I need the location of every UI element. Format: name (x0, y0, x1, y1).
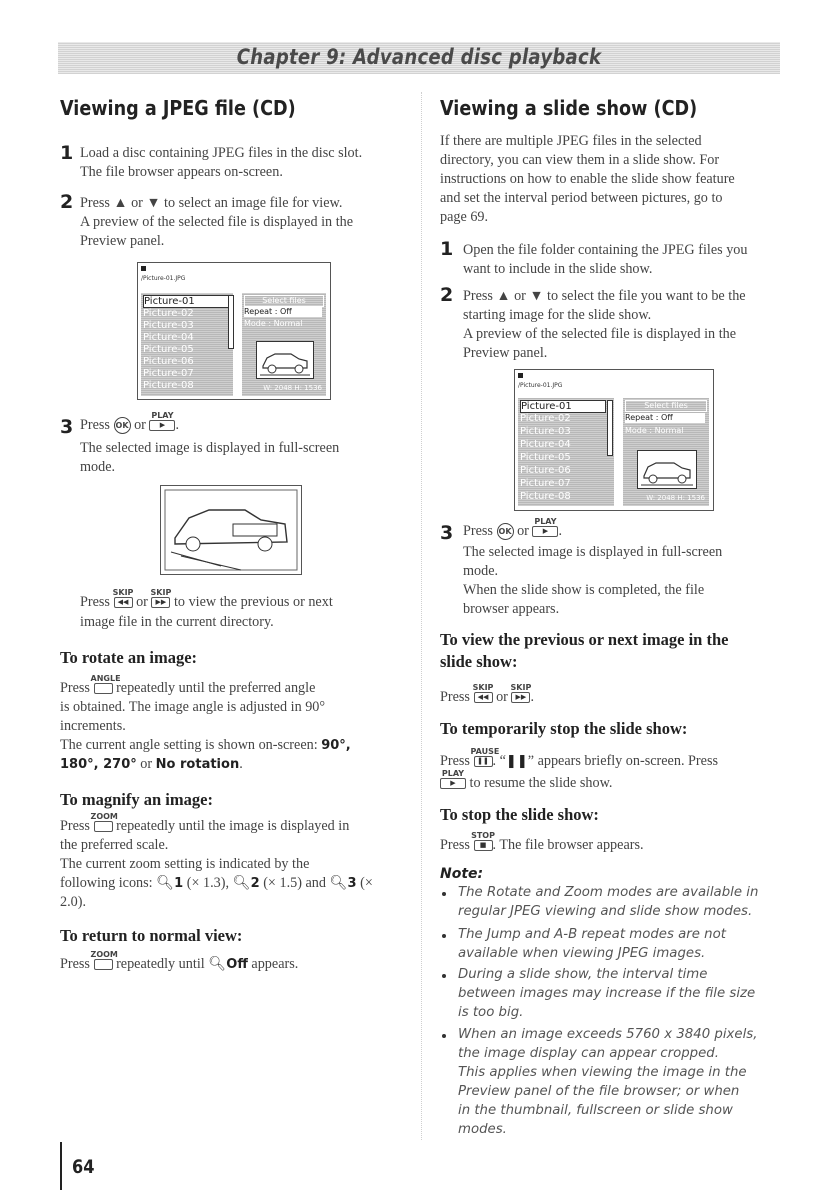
step-text: Preview panel. (463, 345, 548, 361)
zoom-text: (× (360, 875, 373, 891)
step-text: The selected image is displayed in full-screen (463, 544, 723, 560)
step-text: Press ▲ or ▼ to select an image file for view. (80, 195, 343, 211)
angle-label: ANGLE (90, 674, 121, 684)
period-text: . (530, 689, 534, 705)
intro-text: directory, you can view them in a slide show. For (440, 152, 720, 168)
prev-next-line (440, 683, 534, 707)
period-text: . (558, 523, 562, 539)
or-text: or (136, 594, 148, 610)
or-text: or (517, 523, 529, 539)
step-3-press-line (463, 517, 562, 541)
repeat-label: Repeat (244, 307, 273, 316)
repeat-setting[interactable] (625, 413, 705, 423)
skip-line (80, 588, 333, 612)
rotate-text: increments. (60, 718, 126, 734)
file-item[interactable]: Picture-01 (143, 295, 229, 308)
car-icon (257, 342, 313, 378)
left-heading: Viewing a JPEG file (CD) (60, 96, 296, 120)
normal-view-line (60, 950, 299, 974)
ok-button-icon: OK (497, 523, 514, 540)
or-text: or (140, 756, 153, 772)
repeat-label: Repeat (625, 413, 654, 422)
preview-thumbnail (256, 341, 314, 379)
press-text: Press (60, 956, 90, 972)
file-item[interactable]: Picture-05 (520, 452, 571, 463)
step-text: When the slide show is completed, the file (463, 582, 705, 598)
file-item[interactable]: Picture-02 (520, 413, 571, 424)
page-number-rule (60, 1142, 62, 1190)
rotate-text: is obtained. The image angle is adjusted in 90° (60, 699, 326, 715)
mode-label: Mode (625, 426, 647, 435)
prev-next-heading: To view the previous or next image in the (440, 630, 729, 649)
page-number: 64 (72, 1156, 95, 1178)
magnifier-icon: 🔍︎ (329, 875, 348, 891)
step-number: 2 (60, 191, 74, 213)
skip-text: image file in the current directory. (80, 614, 274, 630)
normal-view-heading: To return to normal view: (60, 926, 243, 945)
resume-line (440, 769, 613, 793)
press-text: Press (80, 417, 110, 433)
bullet (442, 892, 446, 896)
note-text: Preview panel of the file browser; or when (458, 1084, 740, 1099)
step-number: 1 (440, 238, 454, 260)
file-browser-screenshot (514, 369, 714, 511)
magnify-heading: To magnify an image: (60, 790, 213, 809)
preview-panel (242, 293, 326, 396)
file-item[interactable]: Picture-08 (520, 491, 571, 502)
or-text: or (134, 417, 146, 433)
magnifier-icon: 🔍︎ (156, 875, 175, 891)
scrollbar[interactable] (228, 295, 234, 349)
zoom-button-icon (90, 950, 118, 970)
step-number: 3 (60, 416, 74, 438)
normal-text: appears. (251, 956, 299, 972)
pause-icon: ❚❚ (505, 754, 528, 769)
bullet (442, 974, 446, 978)
note-text: The Rotate and Zoom modes are available in (458, 885, 759, 900)
step-number: 2 (440, 284, 454, 306)
preview-thumbnail (637, 450, 697, 489)
fullscreen-image (160, 485, 302, 575)
skip-forward-button-icon: SKIP ▶▶ (151, 597, 170, 608)
repeat-value: : Off (655, 413, 673, 422)
stop-icon (518, 373, 523, 378)
angle-value: No rotation (155, 757, 240, 772)
chapter-title: Chapter 9: Advanced disc playback (236, 45, 602, 69)
magnify-text: following icons: (60, 875, 153, 891)
intro-text: instructions on how to enable the slide show feature (440, 171, 735, 187)
period-text: . (175, 417, 179, 433)
or-text: or (496, 689, 508, 705)
magnify-text: repeatedly until the image is displayed in (116, 818, 350, 834)
press-text: Press (60, 818, 90, 834)
file-item[interactable]: Picture-03 (143, 320, 194, 331)
magnify-text: the preferred scale. (60, 837, 169, 853)
stop-text: . The file browser appears. (492, 837, 644, 853)
play-label: PLAY (534, 517, 557, 527)
stop-label: STOP (471, 831, 495, 841)
press-text: Press (440, 753, 470, 769)
zoom-level: 1 (174, 876, 184, 891)
file-item[interactable]: Picture-02 (143, 308, 194, 319)
step-3-press-line (80, 411, 179, 435)
select-files-button[interactable]: Select files (625, 400, 707, 412)
mode-setting[interactable] (244, 319, 322, 329)
car-icon (638, 451, 696, 488)
stop-line (440, 831, 644, 855)
zoom-text: (× 1.3), (186, 875, 230, 891)
step-text: A preview of the selected file is displayed in the (463, 326, 737, 342)
file-browser-screenshot (137, 262, 331, 400)
prev-next-heading: slide show: (440, 652, 518, 671)
skip-label: SKIP (510, 683, 532, 693)
step-text: Press ▲ or ▼ to select the file you want to be the (463, 288, 746, 304)
resolution-text: W: 2048 H: 1536 (646, 494, 705, 502)
angle-value: 180°, 270° (60, 757, 137, 772)
pause-heading: To temporarily stop the slide show: (440, 719, 688, 738)
file-item[interactable]: Picture-03 (520, 426, 571, 437)
bullet (442, 934, 446, 938)
note-text: is too big. (458, 1005, 524, 1020)
press-text: Press (440, 837, 470, 853)
skip-back-button-icon: SKIP ◀◀ (114, 597, 133, 608)
resolution-text: W: 2048 H: 1536 (263, 384, 322, 392)
rotate-values-line (60, 755, 243, 774)
resume-text: to resume the slide show. (469, 775, 613, 791)
magnify-text: The current zoom setting is indicated by the (60, 856, 310, 872)
scrollbar[interactable] (607, 400, 613, 456)
file-item[interactable]: Picture-06 (520, 465, 571, 476)
note-text: During a slide show, the interval time (458, 967, 708, 982)
note-text: in the thumbnail, fullscreen or slide show (458, 1103, 733, 1118)
file-list (518, 398, 614, 506)
magnify-text: 2.0). (60, 894, 87, 910)
note-text: modes. (458, 1122, 507, 1137)
ok-button-icon: OK (114, 417, 131, 434)
zoom-button-icon (90, 812, 118, 832)
press-text: Press (440, 689, 470, 705)
magnify-line (60, 812, 350, 836)
rotate-text: The current angle setting is shown on-screen: (60, 737, 318, 753)
note-title: Note: (440, 866, 484, 882)
chapter-header-bar (58, 42, 780, 74)
rotate-heading: To rotate an image: (60, 648, 198, 667)
step-text: Preview panel. (80, 233, 165, 249)
pause-text: ” appears briefly on-screen. Press (527, 753, 718, 769)
file-item[interactable]: Picture-08 (143, 380, 194, 391)
mode-value: : Normal (649, 426, 684, 435)
note-text: available when viewing JPEG images. (458, 946, 706, 961)
step-text: want to include in the slide show. (463, 261, 653, 277)
step-text: Open the file folder containing the JPEG files you (463, 242, 748, 258)
skip-label: SKIP (472, 683, 494, 693)
rotate-line (60, 674, 316, 698)
skip-label: SKIP (150, 588, 172, 598)
right-heading: Viewing a slide show (CD) (440, 96, 698, 120)
pause-text: . “ (492, 753, 506, 769)
zoom-label: ZOOM (90, 950, 118, 960)
skip-back-button-icon: SKIP ◀◀ (474, 692, 493, 703)
press-text: Press (80, 594, 110, 610)
step-text: starting image for the slide show. (463, 307, 652, 323)
stop-heading: To stop the slide show: (440, 805, 599, 824)
mode-setting[interactable] (625, 426, 705, 436)
play-button-icon: PLAY ▶ (532, 526, 558, 537)
zoom-text: (× 1.5) and (263, 875, 326, 891)
file-item[interactable]: Picture-05 (143, 344, 194, 355)
file-item[interactable]: Picture-07 (143, 368, 194, 379)
zoom-off-label: Off (226, 957, 248, 972)
note-text: When an image exceeds 5760 x 3840 pixels, (458, 1027, 758, 1042)
normal-text: repeatedly until (116, 956, 205, 972)
pause-line (440, 747, 718, 771)
zoom-icons-line (60, 874, 373, 893)
step-text: Load a disc containing JPEG files in the disc slot. (80, 145, 363, 161)
bullet (442, 1034, 446, 1038)
intro-text: and set the interval period between pictures, go to (440, 190, 723, 206)
intro-text: If there are multiple JPEG files in the selected (440, 133, 702, 149)
zoom-level: 3 (347, 876, 357, 891)
step-text: mode. (463, 563, 499, 579)
note-text: regular JPEG viewing and slide show modes. (458, 904, 753, 919)
note-text: The Jump and A-B repeat modes are not (458, 927, 726, 942)
mode-value: : Normal (268, 319, 303, 328)
mode-label: Mode (244, 319, 266, 328)
play-label: PLAY (441, 769, 465, 779)
step-number: 3 (440, 522, 454, 544)
note-text: This applies when viewing the image in the (458, 1065, 747, 1080)
magnifier-icon: 🔍︎ (232, 875, 251, 891)
skip-text: to view the previous or next (173, 594, 333, 610)
play-button-icon: PLAY ▶ (440, 778, 466, 789)
press-text: Press (60, 680, 90, 696)
angle-value: 90°, (321, 738, 351, 753)
file-item[interactable]: Picture-04 (143, 332, 194, 343)
period-text: . (239, 756, 243, 772)
car-photo-icon (161, 486, 301, 574)
play-label: PLAY (151, 411, 174, 421)
note-text: the image display can appear cropped. (458, 1046, 719, 1061)
rotate-values-line (60, 736, 351, 755)
file-item[interactable]: Picture-01 (520, 400, 606, 413)
column-divider (421, 92, 422, 1140)
file-list (141, 293, 233, 396)
step-text: The file browser appears on-screen. (80, 164, 283, 180)
step-text: mode. (80, 459, 116, 475)
stop-icon (141, 266, 146, 271)
zoom-label: ZOOM (90, 812, 118, 822)
skip-forward-button-icon: SKIP ▶▶ (511, 692, 530, 703)
magnifier-icon: 🔍︎ (208, 956, 227, 972)
file-item[interactable]: Picture-04 (520, 439, 571, 450)
step-number: 1 (60, 142, 74, 164)
file-item[interactable]: Picture-06 (143, 356, 194, 367)
note-text: between images may increase if the file size (458, 986, 756, 1001)
step-text: A preview of the selected file is displayed in the (80, 214, 354, 230)
pause-label: PAUSE (470, 747, 500, 757)
file-item[interactable]: Picture-07 (520, 478, 571, 489)
skip-label: SKIP (112, 588, 134, 598)
rotate-text: repeatedly until the preferred angle (116, 680, 316, 696)
play-button-icon: PLAY ▶ (149, 420, 175, 431)
pause-button-icon: PAUSE ❚❚ (470, 747, 500, 766)
zoom-level: 2 (250, 876, 260, 891)
preview-panel (623, 398, 709, 506)
stop-button-icon: STOP ■ (471, 831, 495, 850)
step-text: browser appears. (463, 601, 560, 617)
select-files-button[interactable]: Select files (244, 295, 324, 307)
repeat-value: : Off (274, 307, 292, 316)
step-text: The selected image is displayed in full-screen (80, 440, 340, 456)
repeat-setting[interactable] (244, 307, 322, 317)
press-text: Press (463, 523, 493, 539)
browser-path: /Picture-01.JPG (141, 275, 186, 282)
intro-text: page 69. (440, 209, 489, 225)
angle-button-icon (90, 674, 121, 694)
browser-path: /Picture-01.JPG (518, 382, 563, 389)
